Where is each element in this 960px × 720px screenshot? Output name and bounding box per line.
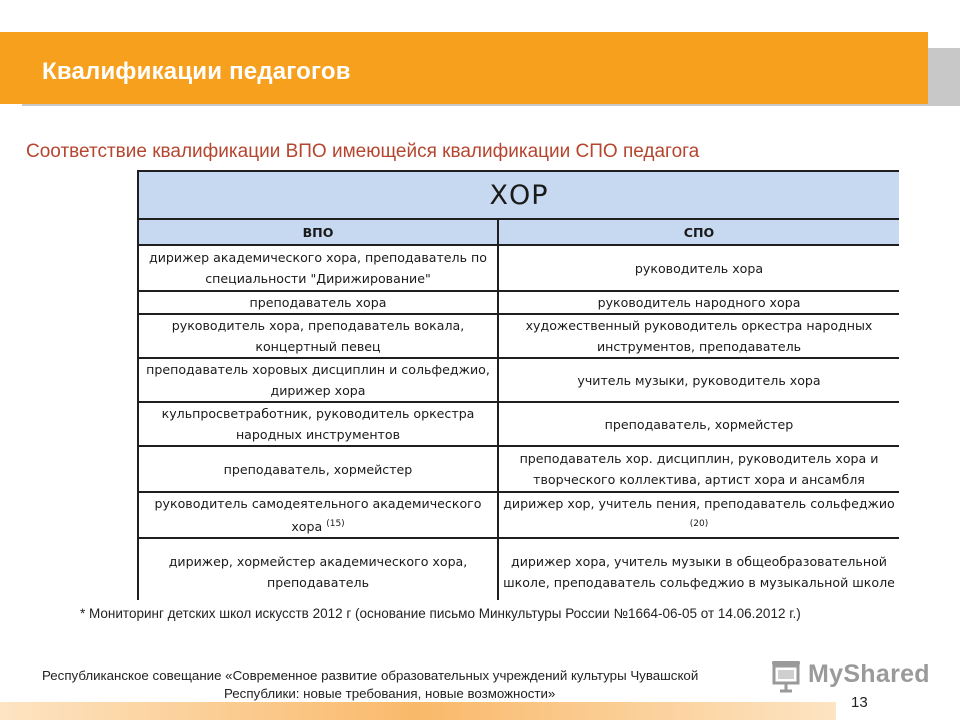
page-number: 13 bbox=[851, 694, 868, 711]
cell-vpo: преподаватель хоровых дисциплин и сольфеджио, дирижер хора bbox=[138, 358, 498, 402]
table-row bbox=[138, 446, 899, 492]
cell-spo: руководитель хора bbox=[498, 245, 899, 291]
slide-subtitle: Соответствие квалификации ВПО имеющейся квалификации СПО педагога bbox=[26, 141, 700, 162]
cell-spo-text: дирижер хор, учитель пения, преподаватель сольфеджио bbox=[503, 496, 895, 511]
footer-text-line1: Республиканское совещание «Современное развитие образовательных учреждений культуры Чувашской bbox=[42, 668, 699, 683]
cell-vpo: преподаватель хора bbox=[138, 291, 498, 314]
cell-spo: преподаватель хор. дисциплин, руководитель хора и творческого коллектива, артист хора и ансамбля bbox=[498, 446, 899, 492]
logo-text: MyShared bbox=[808, 660, 930, 688]
table-header-title: ХОР bbox=[138, 171, 899, 219]
table-row bbox=[138, 291, 899, 314]
table-row bbox=[138, 492, 899, 538]
qualification-table bbox=[137, 170, 899, 600]
footer-text-line2: Республики: новые требования, новые возможности» bbox=[224, 686, 556, 701]
cell-vpo: преподаватель, хормейстер bbox=[138, 446, 498, 492]
cell-spo: художественный руководитель оркестра народных инструментов, преподаватель bbox=[498, 314, 899, 358]
cell-spo: руководитель народного хора bbox=[498, 291, 899, 314]
cell-vpo bbox=[138, 492, 498, 538]
footnote: * Мониторинг детских школ искусств 2012 г (основание письмо Минкультуры России №1664-06-05 от 14.06.2012 г.) bbox=[80, 606, 801, 621]
table-row bbox=[138, 314, 899, 358]
cell-spo bbox=[498, 492, 899, 538]
cell-spo: учитель музыки, руководитель хора bbox=[498, 358, 899, 402]
cell-vpo-text: руководитель самодеятельного академического хора bbox=[154, 496, 482, 535]
column-header-vpo: ВПО bbox=[138, 219, 498, 245]
cell-vpo: дирижер академического хора, преподаватель по специальности "Дирижирование" bbox=[138, 245, 498, 291]
table-row bbox=[138, 402, 899, 446]
slide-title: Квалификации педагогов bbox=[42, 58, 351, 85]
cell-spo: дирижер хора, учитель музыки в общеобразовательной школе, преподаватель сольфеджио в музыкальной школе bbox=[498, 538, 899, 600]
cell-vpo: дирижер, хормейстер академического хора, преподаватель bbox=[138, 538, 498, 600]
projector-screen-icon bbox=[768, 658, 804, 694]
qualification-table-wrapper bbox=[137, 170, 899, 600]
table-row bbox=[138, 538, 899, 600]
cell-vpo: руководитель хора, преподаватель вокала, концертный певец bbox=[138, 314, 498, 358]
table-row bbox=[138, 358, 899, 402]
cell-spo: преподаватель, хормейстер bbox=[498, 402, 899, 446]
footnote-ref: (20) bbox=[689, 519, 709, 529]
cell-vpo: кульпросветработник, руководитель оркестра народных инструментов bbox=[138, 402, 498, 446]
table-row bbox=[138, 245, 899, 291]
bottom-decoration-band bbox=[0, 702, 836, 720]
myshared-logo[interactable] bbox=[768, 656, 928, 696]
column-header-spo: СПО bbox=[498, 219, 899, 245]
footnote-ref: (15) bbox=[326, 519, 345, 529]
